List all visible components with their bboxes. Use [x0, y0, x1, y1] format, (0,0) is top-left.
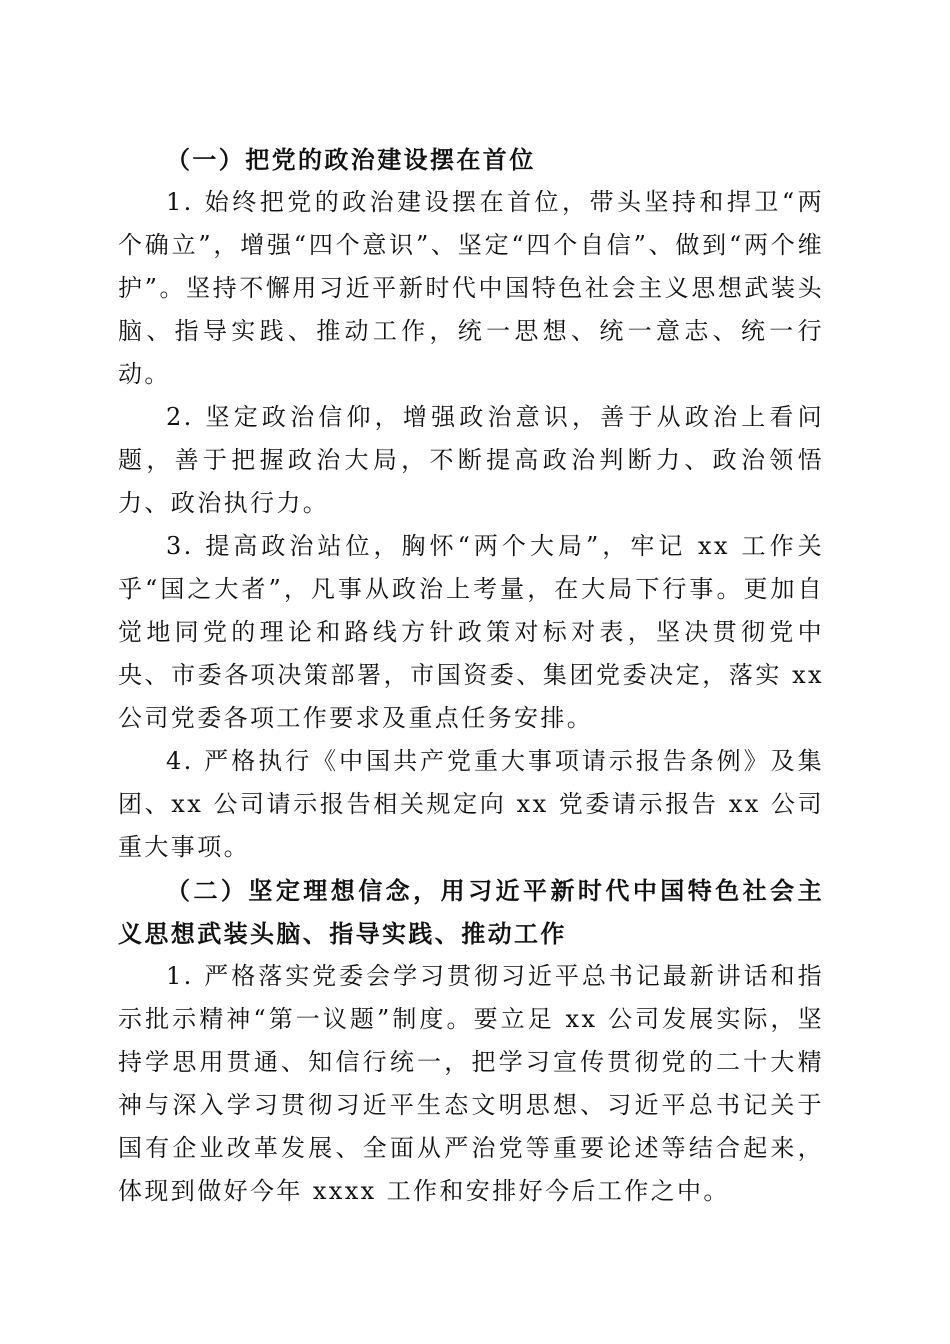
- section-heading-1: （一）把党的政治建设摆在首位: [166, 145, 536, 174]
- paragraph-1-3: 3. 提高政治站位，胸怀“两个大局”，牢记 xx 工作关乎“国之大者”，凡事从政治上考量，在大局下行事。更加自觉地同党的理论和路线方针政策对标对表，坚决贯彻党中央、市委各项决策部署，市国资委、集团党委决定，落实 xx 公司党委各项工作要求及重点任务安排。: [118, 532, 824, 732]
- document-body: [118, 138, 824, 1213]
- section-heading-2: （二）坚定理想信念，用习近平新时代中国特色社会主义思想武装头脑、指导实践、推动工作: [118, 876, 824, 948]
- paragraph-1-2: 2. 坚定政治信仰，增强政治意识，善于从政治上看问题，善于把握政治大局，不断提高政治判断力、政治领悟力、政治执行力。: [118, 403, 824, 517]
- paragraph-2-1: 1. 严格落实党委会学习贯彻习近平总书记最新讲话和指示批示精神“第一议题”制度。要立足 xx 公司发展实际，坚持学思用贯通、知信行统一，把学习宣传贯彻党的二十大精神与深入学习贯彻习近平生态文明思想、习近平总书记关于国有企业改革发展、全面从严治党等重要论述等结合起来，体现到做好今年 xxxx 工作和安排好今后工作之中。: [118, 962, 824, 1205]
- paragraph-1-4: 4. 严格执行《中国共产党重大事项请示报告条例》及集团、xx 公司请示报告相关规定向 xx 党委请示报告 xx 公司重大事项。: [118, 747, 824, 861]
- paragraph-1-1: 1. 始终把党的政治建设摆在首位，带头坚持和捍卫“两个确立”，增强“四个意识”、坚定“四个自信”、做到“两个维护”。坚持不懈用习近平新时代中国特色社会主义思想武装头脑、指导实践、推动工作，统一思想、统一意志、统一行动。: [118, 188, 824, 388]
